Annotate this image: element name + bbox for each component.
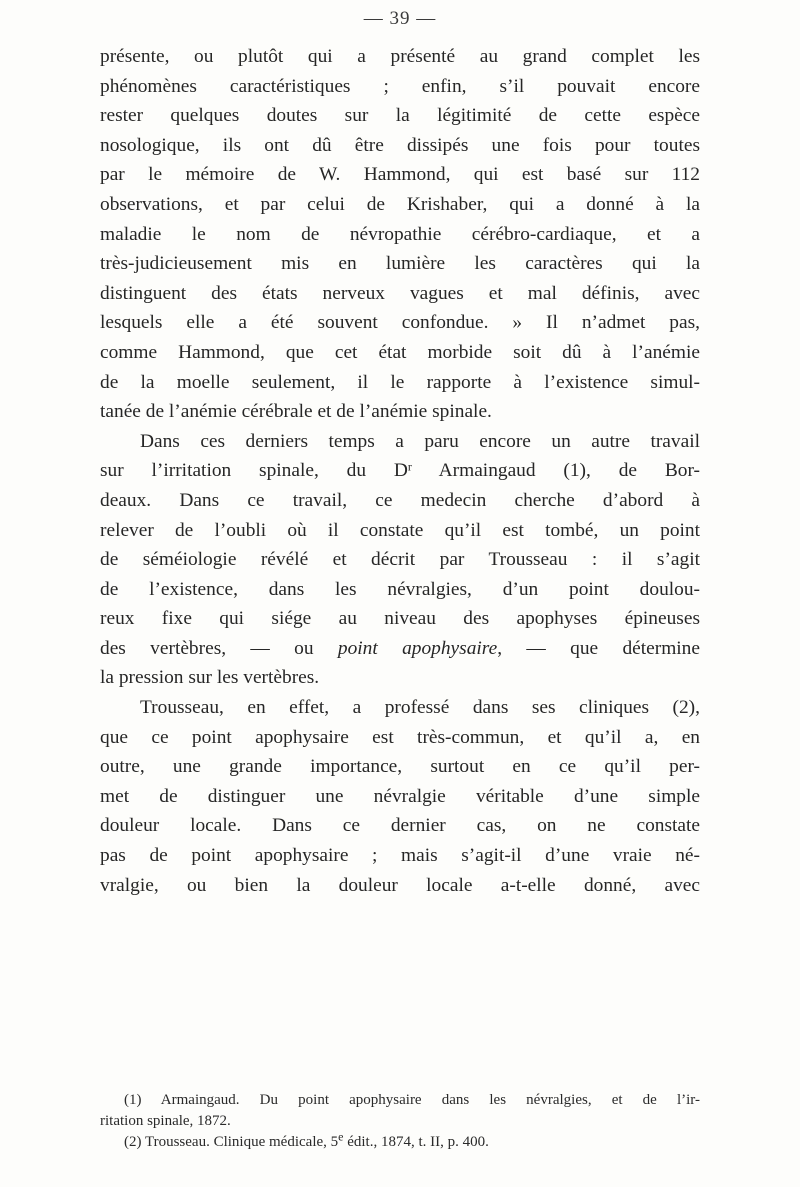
text-line: très-judicieusement mis en lumière les caractères qui la	[100, 253, 700, 275]
text-line: de l’existence, dans les névralgies, d’un point doulou-	[100, 578, 700, 600]
text-line: reux fixe qui siége au niveau des apophyses épineuses	[100, 608, 700, 630]
text-line: Dans ces derniers temps a paru encore un autre travail	[140, 430, 700, 452]
text-line: distinguent des états nerveux vagues et mal définis, avec	[100, 282, 700, 304]
text-line: Trousseau, en effet, a professé dans ses cliniques (2),	[140, 697, 700, 719]
footnote-line: (1) Armaingaud. Du point apophysaire dans les névralgies, et de l’ir-	[124, 1092, 700, 1108]
text-line: tanée de l’anémie cérébrale et de l’anémie spinale.	[100, 401, 492, 423]
text-line: de la moelle seulement, il le rapporte à l’existence simul-	[100, 371, 700, 393]
text-line: par le mémoire de W. Hammond, qui est basé sur 112	[100, 164, 700, 186]
text-line: observations, et par celui de Krishaber, qui a donné à la	[100, 193, 700, 215]
text-fragment: sur l’irritation spinale, du D	[100, 460, 408, 482]
text-line	[100, 634, 700, 664]
superscript: e	[338, 1129, 344, 1144]
text-line: la pression sur les vertèbres.	[100, 667, 320, 689]
text-line: phénomènes caractéristiques ; enfin, s’il pouvait encore	[100, 75, 700, 97]
text-line: maladie le nom de névropathie cérébro-cardiaque, et a	[100, 223, 700, 245]
text-line: comme Hammond, que cet état morbide soit dû à l’anémie	[100, 341, 700, 363]
main-text	[100, 42, 700, 900]
text-fragment: édit., 1874, t. II, p. 400.	[343, 1134, 489, 1150]
text-line	[100, 456, 700, 486]
text-line: pas de point apophysaire ; mais s’agit-il d’une vraie né-	[100, 845, 700, 867]
text-fragment: Armaingaud (1), de Bor-	[411, 460, 700, 482]
text-line: outre, une grande importance, surtout en ce qu’il per-	[100, 756, 700, 778]
text-fragment: des vertèbres, — ou	[100, 637, 338, 659]
text-line: vralgie, ou bien la douleur locale a-t-elle donné, avec	[100, 874, 700, 896]
text-fragment: (2) Trousseau. Clinique médicale, 5	[124, 1134, 339, 1150]
text-line: lesquels elle a été souvent confondue. » Il n’admet pas,	[100, 312, 700, 334]
text-line: que ce point apophysaire est très-commun, et qu’il a, en	[100, 726, 700, 748]
footnote-line	[100, 1129, 700, 1153]
footnotes	[100, 1090, 700, 1153]
text-line: nosologique, ils ont dû être dissipés une fois pour toutes	[100, 134, 700, 156]
superscript: r	[407, 459, 412, 474]
footnote-line: ritation spinale, 1872.	[100, 1113, 231, 1129]
text-line: présente, ou plutôt qui a présenté au grand complet les	[100, 46, 700, 67]
italic-term: point apophysaire	[337, 637, 498, 659]
text-line: relever de l’oubli où il constate qu’il est tombé, un point	[100, 519, 700, 541]
page-number: — 39 —	[363, 8, 437, 29]
text-line: douleur locale. Dans ce dernier cas, on ne constate	[100, 815, 700, 837]
text-line: met de distinguer une névralgie véritable d’une simple	[100, 785, 700, 807]
text-fragment: , — que détermine	[497, 637, 700, 659]
text-line: deaux. Dans ce travail, ce medecin cherche d’abord à	[100, 489, 700, 511]
text-line: rester quelques doutes sur la légitimité de cette espèce	[100, 105, 700, 127]
text-line: de séméiologie révélé et décrit par Trousseau : il s’agit	[100, 549, 700, 571]
